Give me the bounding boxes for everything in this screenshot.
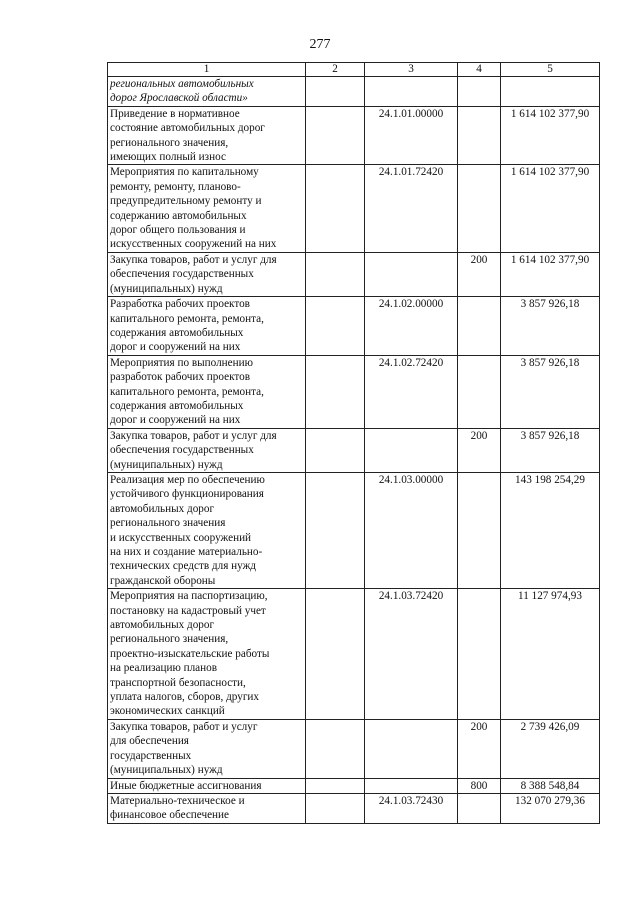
row-name-line: гражданской обороны bbox=[110, 574, 216, 587]
row-name-line: Иные бюджетные ассигнования bbox=[110, 779, 262, 792]
row-name-line: обеспечения государственных bbox=[110, 444, 254, 457]
table-row bbox=[108, 297, 600, 356]
row-col2-cell bbox=[306, 793, 365, 823]
row-name-line: Материально-техническое и bbox=[110, 794, 245, 807]
row-name-line: постановку на кадастровый учет bbox=[110, 604, 266, 617]
row-name-line: имеющих полный износ bbox=[110, 151, 226, 164]
budget-table bbox=[107, 62, 600, 824]
row-col2-cell bbox=[306, 165, 365, 252]
table-row bbox=[108, 77, 600, 107]
row-name-line: капитального ремонта, ремонта, bbox=[110, 385, 264, 398]
row-name-line: проектно-изыскательские работы bbox=[110, 647, 270, 660]
row-name-line: ремонту, ремонту, планово- bbox=[110, 180, 241, 193]
row-type-cell bbox=[458, 106, 501, 165]
table-body bbox=[108, 77, 600, 824]
row-name-cell bbox=[108, 355, 306, 428]
table-row bbox=[108, 719, 600, 778]
table-row bbox=[108, 252, 600, 296]
row-name-line: регионального значения, bbox=[110, 136, 229, 149]
table-row bbox=[108, 106, 600, 165]
row-name-line: (муниципальных) нужд bbox=[110, 282, 223, 295]
row-code-cell: 24.1.03.72420 bbox=[365, 589, 458, 720]
row-type-cell bbox=[458, 165, 501, 252]
row-col2-cell bbox=[306, 106, 365, 165]
row-type-cell: 800 bbox=[458, 778, 501, 793]
header-cell-3: 3 bbox=[365, 63, 458, 77]
row-code-cell bbox=[365, 778, 458, 793]
row-name-line: Мероприятия по капитальному bbox=[110, 166, 259, 179]
row-code-cell bbox=[365, 77, 458, 107]
row-name-line: регионального значения bbox=[110, 517, 226, 530]
row-name-line: Приведение в нормативное bbox=[110, 107, 240, 120]
row-col2-cell bbox=[306, 778, 365, 793]
row-name-line: дорог и сооружений на них bbox=[110, 414, 241, 427]
row-name-line: Реализация мер по обеспечению bbox=[110, 473, 265, 486]
row-name-line: автомобильных дорог bbox=[110, 619, 215, 632]
row-code-cell bbox=[365, 428, 458, 472]
row-amount-cell: 3 857 926,18 bbox=[501, 428, 600, 472]
row-name-cell bbox=[108, 297, 306, 356]
row-name-line: экономических санкций bbox=[110, 705, 225, 718]
row-name-line: Закупка товаров, работ и услуг bbox=[110, 720, 258, 733]
row-col2-cell bbox=[306, 428, 365, 472]
row-amount-cell: 3 857 926,18 bbox=[501, 297, 600, 356]
row-name-line: разработок рабочих проектов bbox=[110, 371, 250, 384]
row-type-cell bbox=[458, 793, 501, 823]
row-name-line: финансовое обеспечение bbox=[110, 809, 229, 822]
row-code-cell: 24.1.03.00000 bbox=[365, 472, 458, 588]
row-name-line: региональных автомобильных bbox=[110, 78, 254, 90]
row-name-line: автомобильных дорог bbox=[110, 502, 215, 515]
row-code-cell: 24.1.01.00000 bbox=[365, 106, 458, 165]
row-name-cell bbox=[108, 77, 306, 107]
row-col2-cell bbox=[306, 355, 365, 428]
row-amount-cell: 143 198 254,29 bbox=[501, 472, 600, 588]
table-row bbox=[108, 428, 600, 472]
table-row bbox=[108, 355, 600, 428]
table-row bbox=[108, 165, 600, 252]
header-cell-4: 4 bbox=[458, 63, 501, 77]
row-type-cell bbox=[458, 297, 501, 356]
row-code-cell: 24.1.02.72420 bbox=[365, 355, 458, 428]
row-name-line: дорог Ярославской области» bbox=[110, 92, 248, 105]
row-type-cell: 200 bbox=[458, 428, 501, 472]
row-type-cell bbox=[458, 355, 501, 428]
row-name-line: (муниципальных) нужд bbox=[110, 764, 223, 777]
row-code-cell: 24.1.02.00000 bbox=[365, 297, 458, 356]
row-name-line: искусственных сооружений на них bbox=[110, 238, 277, 251]
row-name-cell bbox=[108, 589, 306, 720]
row-name-line: обеспечения государственных bbox=[110, 268, 254, 281]
table-row bbox=[108, 589, 600, 720]
row-name-line: на них и создание материально- bbox=[110, 546, 263, 558]
row-code-cell: 24.1.03.72430 bbox=[365, 793, 458, 823]
page-number: 277 bbox=[309, 37, 331, 52]
row-name-line: капитального ремонта, ремонта, bbox=[110, 312, 264, 325]
row-name-cell bbox=[108, 719, 306, 778]
row-name-line: Мероприятия на паспортизацию, bbox=[110, 590, 268, 603]
row-amount-cell: 1 614 102 377,90 bbox=[501, 165, 600, 252]
row-name-cell bbox=[108, 793, 306, 823]
row-name-line: Мероприятия по выполнению bbox=[110, 356, 253, 369]
row-name-line: состояние автомобильных дорог bbox=[110, 122, 265, 135]
row-name-cell bbox=[108, 252, 306, 296]
row-name-line: устойчивого функционирования bbox=[110, 488, 264, 501]
row-type-cell bbox=[458, 589, 501, 720]
row-amount-cell bbox=[501, 77, 600, 107]
row-col2-cell bbox=[306, 719, 365, 778]
row-col2-cell bbox=[306, 589, 365, 720]
row-col2-cell bbox=[306, 252, 365, 296]
row-code-cell bbox=[365, 719, 458, 778]
header-cell-5: 5 bbox=[501, 63, 600, 77]
row-name-line: содержанию автомобильных bbox=[110, 209, 247, 222]
row-amount-cell: 3 857 926,18 bbox=[501, 355, 600, 428]
row-amount-cell: 8 388 548,84 bbox=[501, 778, 600, 793]
row-col2-cell bbox=[306, 77, 365, 107]
table-row bbox=[108, 472, 600, 588]
row-name-line: содержания автомобильных bbox=[110, 326, 244, 339]
row-name-cell bbox=[108, 778, 306, 793]
row-name-line: уплата налогов, сборов, других bbox=[110, 691, 259, 704]
row-name-line: Закупка товаров, работ и услуг для bbox=[110, 253, 277, 266]
row-name-line: регионального значения, bbox=[110, 633, 229, 646]
row-amount-cell: 132 070 279,36 bbox=[501, 793, 600, 823]
row-code-cell bbox=[365, 252, 458, 296]
row-type-cell: 200 bbox=[458, 719, 501, 778]
row-name-line: дорог общего пользования и bbox=[110, 224, 246, 237]
row-name-line: на реализацию планов bbox=[110, 662, 217, 675]
row-col2-cell bbox=[306, 297, 365, 356]
header-row bbox=[108, 63, 600, 77]
row-name-line: предупредительному ремонту и bbox=[110, 195, 262, 208]
row-name-cell bbox=[108, 428, 306, 472]
row-name-line: Закупка товаров, работ и услуг для bbox=[110, 429, 277, 442]
row-amount-cell: 11 127 974,93 bbox=[501, 589, 600, 720]
row-type-cell bbox=[458, 77, 501, 107]
row-type-cell bbox=[458, 472, 501, 588]
row-name-line: государственных bbox=[110, 749, 192, 762]
row-name-line: и искусственных сооружений bbox=[110, 531, 252, 544]
row-name-line: Разработка рабочих проектов bbox=[110, 298, 250, 311]
row-name-line: содержания автомобильных bbox=[110, 399, 244, 412]
row-name-line: технических средств для нужд bbox=[110, 560, 256, 573]
table-row bbox=[108, 778, 600, 793]
row-name-line: для обеспечения bbox=[110, 735, 189, 748]
header-cell-2: 2 bbox=[306, 63, 365, 77]
row-name-cell bbox=[108, 472, 306, 588]
table-row bbox=[108, 793, 600, 823]
row-amount-cell: 1 614 102 377,90 bbox=[501, 252, 600, 296]
row-name-line: (муниципальных) нужд bbox=[110, 458, 223, 471]
header-cell-1: 1 bbox=[108, 63, 306, 77]
row-name-cell bbox=[108, 106, 306, 165]
row-col2-cell bbox=[306, 472, 365, 588]
row-name-line: дорог и сооружений на них bbox=[110, 341, 241, 354]
row-name-line: транспортной безопасности, bbox=[110, 676, 246, 689]
row-amount-cell: 2 739 426,09 bbox=[501, 719, 600, 778]
row-name-cell bbox=[108, 165, 306, 252]
row-code-cell: 24.1.01.72420 bbox=[365, 165, 458, 252]
row-amount-cell: 1 614 102 377,90 bbox=[501, 106, 600, 165]
row-type-cell: 200 bbox=[458, 252, 501, 296]
